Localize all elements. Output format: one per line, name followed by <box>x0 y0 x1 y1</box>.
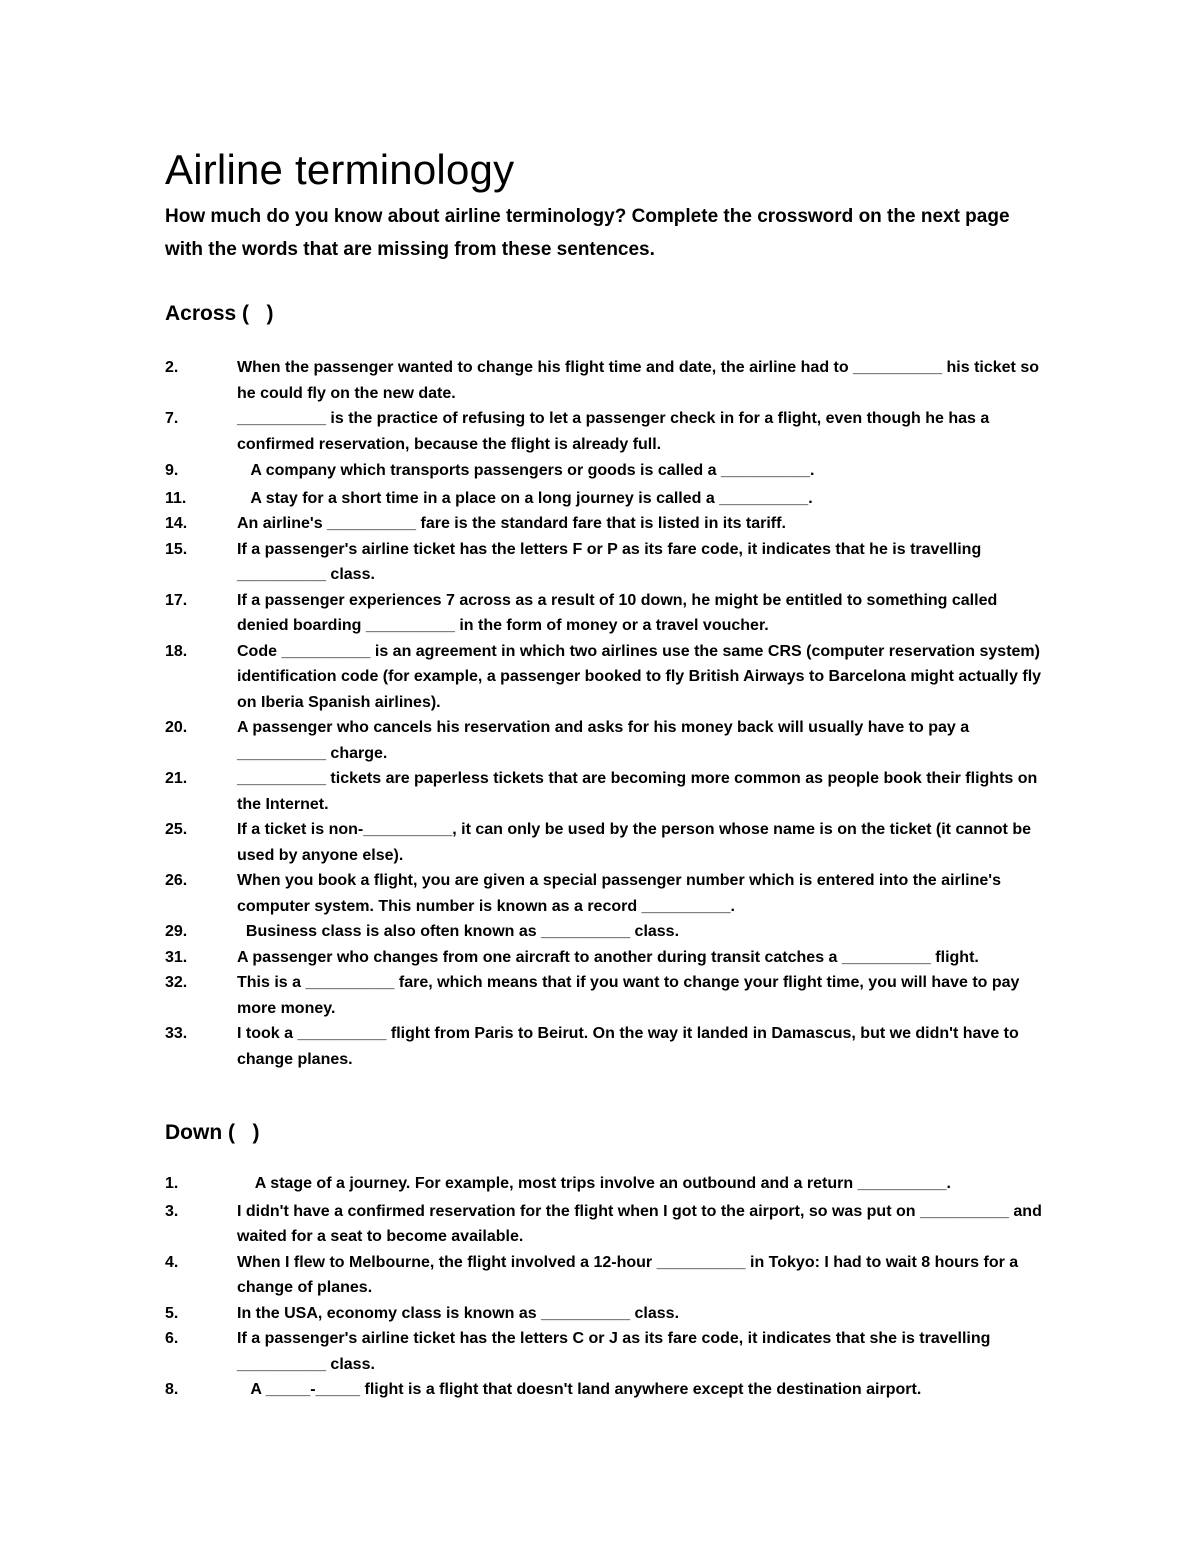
down-clue <box>165 1301 1045 1327</box>
clue-text: I didn't have a confirmed reservation for the flight when I got to the airport, so was put on __________ and waited for a seat to become available. <box>237 1202 1047 1245</box>
clue-number: 20. <box>165 719 188 736</box>
clue-number: 2. <box>165 359 179 376</box>
clue-text: A _____-_____ flight is a flight that doesn't land anywhere except the destination airport. <box>237 1381 922 1398</box>
intro-paragraph: How much do you know about airline terminology? Complete the crossword on the next page with the words that are missing from these sentences. <box>165 206 1010 260</box>
clue-number: 3. <box>165 1202 179 1220</box>
clue-text: If a passenger's airline ticket has the letters C or J as its fare code, it indicates that she is travelling __________ class. <box>237 1330 995 1373</box>
clue-text: __________ is the practice of refusing to let a passenger check in for a flight, even though he has a confirmed reservation, because the flight is already full. <box>237 410 994 453</box>
clue-number: 11. <box>165 489 187 507</box>
clue-number: 7. <box>165 410 179 427</box>
down-heading: Down ( ) <box>165 1121 260 1144</box>
clue-text: A stage of a journey. For example, most trips involve an outbound and a return __________. <box>237 1175 951 1192</box>
clue-text: When I flew to Melbourne, the flight involved a 12-hour __________ in Tokyo: I had to wait 8 hours for a change of planes. <box>237 1253 1023 1296</box>
clue-text: When you book a flight, you are given a special passenger number which is entered into the airline's computer system. This number is known as a record __________. <box>237 872 1006 915</box>
down-clue <box>165 1171 1045 1197</box>
clue-number: 26. <box>165 872 188 889</box>
clue-number: 31. <box>165 948 188 966</box>
across-clue <box>165 1021 1045 1072</box>
clue-text: A company which transports passengers or goods is called a __________. <box>237 462 815 479</box>
clue-text: If a passenger's airline ticket has the letters F or P as its fare code, it indicates that he is travelling __________ class. <box>237 540 986 583</box>
page-title: Airline terminology <box>165 146 515 193</box>
clue-number: 29. <box>165 923 188 940</box>
across-clue <box>165 945 1045 971</box>
clue-text: This is a __________ fare, which means that if you want to change your flight time, you will have to pay more money. <box>237 974 1024 1017</box>
clue-number: 5. <box>165 1304 179 1322</box>
across-clue-list <box>165 355 1045 1072</box>
clue-text: If a ticket is non-__________, it can only be used by the person whose name is on the ticket (it cannot be used by anyone else). <box>237 821 1036 864</box>
clue-number: 9. <box>165 462 179 479</box>
across-clue <box>165 588 1045 639</box>
clue-number: 17. <box>165 591 188 609</box>
clue-text: In the USA, economy class is known as __________ class. <box>237 1304 680 1322</box>
clue-text: A stay for a short time in a place on a long journey is called a __________. <box>237 489 813 507</box>
clue-text: If a passenger experiences 7 across as a result of 10 down, he might be entitled to something called denied boarding __________ in the form of money or a travel voucher. <box>237 591 1002 634</box>
clue-text: A passenger who cancels his reservation and asks for his money back will usually have to pay a __________ charge. <box>237 719 974 762</box>
across-clue <box>165 919 1045 945</box>
clue-number: 4. <box>165 1253 179 1271</box>
across-clue <box>165 639 1045 716</box>
across-clue <box>165 406 1045 457</box>
clue-number: 14. <box>165 515 188 532</box>
across-heading: Across ( ) <box>165 302 274 325</box>
clue-number: 33. <box>165 1025 188 1042</box>
clue-number: 21. <box>165 770 188 787</box>
across-clue <box>165 458 1045 484</box>
clue-text: __________ tickets are paperless tickets that are becoming more common as people book their flights on the Internet. <box>237 770 1042 813</box>
clue-number: 32. <box>165 974 188 991</box>
across-clue <box>165 537 1045 588</box>
across-clue <box>165 355 1045 406</box>
down-clue-list <box>165 1171 1045 1403</box>
clue-text: An airline's __________ fare is the standard fare that is listed in its tariff. <box>237 515 786 532</box>
across-clue <box>165 715 1045 766</box>
clue-number: 6. <box>165 1330 179 1347</box>
across-clue <box>165 511 1045 537</box>
down-clue <box>165 1250 1045 1301</box>
clue-number: 25. <box>165 821 188 838</box>
across-clue <box>165 486 1045 512</box>
clue-number: 18. <box>165 642 188 660</box>
clue-number: 15. <box>165 540 188 558</box>
across-clue <box>165 970 1045 1021</box>
across-clue <box>165 868 1045 919</box>
clue-text: Code __________ is an agreement in which two airlines use the same CRS (computer reservation system) identification code (for example, a passenger booked to fly British Airways to Barcelona might actually fly on Iberia Spanish airlines). <box>237 642 1046 711</box>
across-clue <box>165 817 1045 868</box>
clue-text: A passenger who changes from one aircraft to another during transit catches a __________ flight. <box>237 948 979 966</box>
down-clue <box>165 1377 1045 1403</box>
clue-number: 8. <box>165 1381 179 1398</box>
clue-text: I took a __________ flight from Paris to Beirut. On the way it landed in Damascus, but we didn't have to change planes. <box>237 1025 1024 1068</box>
across-clue <box>165 766 1045 817</box>
clue-text: When the passenger wanted to change his flight time and date, the airline had to __________ his ticket so he could fly on the new date. <box>237 359 1044 402</box>
clue-text: Business class is also often known as __________ class. <box>237 923 680 940</box>
clue-number: 1. <box>165 1175 179 1192</box>
down-clue <box>165 1326 1045 1377</box>
down-clue <box>165 1199 1045 1250</box>
